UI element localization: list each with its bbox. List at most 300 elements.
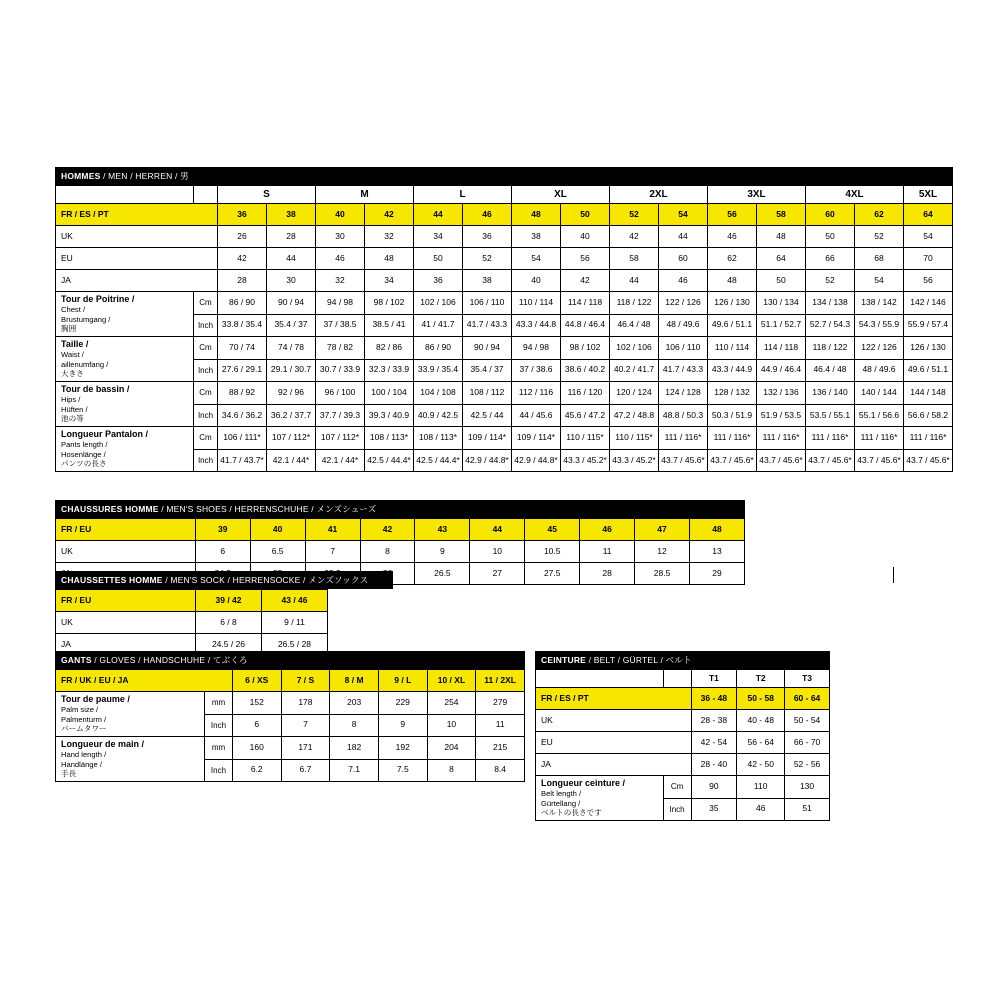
men-cell: 56.6 / 58.2 — [904, 404, 953, 427]
men-cell: 128 / 132 — [708, 382, 757, 405]
men-group-header-spacer-unit — [194, 186, 218, 204]
men-cell: 82 / 86 — [365, 337, 414, 360]
men-cell: 28 — [267, 226, 316, 248]
belt-col-T1: T1 — [691, 670, 737, 688]
belt-row-label: FR / ES / PT — [536, 688, 692, 710]
men-row-label: JA — [56, 270, 218, 292]
men-cell: 40 — [561, 226, 610, 248]
socks-cell: 6 / 8 — [196, 612, 262, 634]
men-cell: 33.8 / 35.4 — [218, 314, 267, 337]
men-cell: 116 / 120 — [561, 382, 610, 405]
men-cell: 124 / 128 — [659, 382, 708, 405]
mens-socks-table-block — [55, 571, 393, 656]
socks-row-label: UK — [56, 612, 196, 634]
men-cell: 50 — [414, 248, 463, 270]
men-cell: 42.9 / 44.8* — [463, 449, 512, 472]
men-cell: 48.8 / 50.3 — [659, 404, 708, 427]
belt-cell: 28 - 38 — [691, 710, 737, 732]
men-unit-inch: Inch — [194, 449, 218, 472]
men-cell: 109 / 114* — [512, 427, 561, 450]
men-cell: 44.8 / 46.4 — [561, 314, 610, 337]
men-cell: 92 / 96 — [267, 382, 316, 405]
men-cell: 43.3 / 44.8 — [512, 314, 561, 337]
men-cell: 122 / 126 — [855, 337, 904, 360]
men-group-L: L — [414, 186, 512, 204]
men-group-XL: XL — [512, 186, 610, 204]
shoes-cell: 26.5 — [415, 563, 470, 585]
men-cell: 111 / 116* — [806, 427, 855, 450]
men-cell: 47.2 / 48.8 — [610, 404, 659, 427]
men-cell: 62 — [708, 248, 757, 270]
belt-measure-sub: Belt length / — [541, 788, 582, 798]
gloves-cell: 8 — [330, 714, 379, 737]
men-cell: 110 / 114 — [512, 292, 561, 315]
men-cell: 50 — [561, 204, 610, 226]
men-cell: 38 — [267, 204, 316, 226]
gloves-cell: 6 / XS — [232, 670, 281, 692]
gloves-cell: 9 — [378, 714, 427, 737]
shoes-cell: 42 — [360, 519, 415, 541]
men-measure-sub: 胸囲 — [61, 324, 77, 334]
men-measure-sub: Waist / — [61, 349, 84, 359]
men-cell: 30 — [316, 226, 365, 248]
shoes-cell: 48 — [690, 519, 745, 541]
men-unit-cm: Cm — [194, 292, 218, 315]
men-measure-sub: Pants length / — [61, 439, 108, 449]
belt-cell: 42 - 54 — [691, 732, 737, 754]
gloves-section-title-translations: / GLOVES / HANDSCHUHE / てぶくろ — [91, 655, 248, 665]
gloves-measure-sub: 手長 — [61, 769, 77, 779]
men-cell: 52.7 / 54.3 — [806, 314, 855, 337]
belt-cell: 56 - 64 — [737, 732, 785, 754]
men-cell: 114 / 118 — [757, 337, 806, 360]
belt-row-label: JA — [536, 754, 692, 776]
men-measure-label-chest — [56, 292, 194, 337]
men-cell: 94 / 98 — [316, 292, 365, 315]
belt-cell: 28 - 40 — [691, 754, 737, 776]
men-cell: 40 — [316, 204, 365, 226]
men-cell: 30.7 / 33.9 — [316, 359, 365, 382]
belt-row-label: UK — [536, 710, 692, 732]
gloves-cell: 10 — [427, 714, 476, 737]
gloves-measure-sub: Palmenturm / — [61, 714, 107, 724]
men-cell: 111 / 116* — [659, 427, 708, 450]
men-cell: 34 — [414, 226, 463, 248]
socks-section-header — [55, 571, 393, 589]
belt-section-title-translations: / BELT / GÜRTEL / ベルト — [586, 655, 692, 665]
men-cell: 130 / 134 — [757, 292, 806, 315]
belt-measure-sub: Gürtellang / — [541, 798, 581, 808]
page-edge-tick-mark — [893, 567, 894, 583]
men-cell: 41.7 / 43.3 — [463, 314, 512, 337]
gloves-unit-mm: mm — [205, 692, 233, 715]
shoes-cell: 13 — [690, 541, 745, 563]
men-group-5XL: 5XL — [904, 186, 953, 204]
gloves-table — [55, 669, 525, 782]
men-group-header-spacer — [56, 186, 194, 204]
belt-section-header — [535, 651, 830, 669]
men-cell: 106 / 110 — [463, 292, 512, 315]
men-measure-sub: 池の等 — [61, 414, 84, 424]
men-cell: 70 / 74 — [218, 337, 267, 360]
men-cell: 134 / 138 — [806, 292, 855, 315]
gloves-section-header — [55, 651, 525, 669]
men-cell: 112 / 116 — [512, 382, 561, 405]
socks-cell: 9 / 11 — [262, 612, 328, 634]
gloves-measure-sub: Palm size / — [61, 704, 99, 714]
men-cell: 42 — [365, 204, 414, 226]
belt-cell: 46 — [737, 798, 785, 821]
men-cell: 37 / 38.5 — [316, 314, 365, 337]
men-cell: 53.5 / 55.1 — [806, 404, 855, 427]
men-cell: 44 — [267, 248, 316, 270]
men-cell: 38.5 / 41 — [365, 314, 414, 337]
men-cell: 108 / 112 — [463, 382, 512, 405]
men-cell: 126 / 130 — [904, 337, 953, 360]
men-cell: 111 / 116* — [904, 427, 953, 450]
gloves-section-title: GANTS — [61, 655, 92, 665]
gloves-cell: 279 — [476, 692, 525, 715]
shoes-cell: 8 — [360, 541, 415, 563]
men-measure-sub: Hüften / — [61, 404, 88, 414]
men-measure-sub: 大きさ — [61, 369, 84, 379]
men-cell: 32 — [316, 270, 365, 292]
men-cell: 60 — [659, 248, 708, 270]
men-cell: 36 — [463, 226, 512, 248]
men-section-title-translations: / MEN / HERREN / 男 — [100, 171, 189, 181]
gloves-cell: 182 — [330, 737, 379, 760]
men-row-ja — [56, 270, 953, 292]
men-measure-name: Longueur Pantalon / — [61, 429, 148, 440]
belt-row-uk — [536, 710, 830, 732]
men-cell: 88 / 92 — [218, 382, 267, 405]
men-cell: 70 — [904, 248, 953, 270]
men-measure-label-hips — [56, 382, 194, 427]
gloves-measure-sub: Hand length / — [61, 749, 107, 759]
men-cell: 42.5 / 44.4* — [414, 449, 463, 472]
shoes-cell: 46 — [580, 519, 635, 541]
shoes-cell: 10 — [470, 541, 525, 563]
men-cell: 43.7 / 45.6* — [757, 449, 806, 472]
shoes-section-header — [55, 500, 745, 518]
men-cell: 102 / 106 — [610, 337, 659, 360]
men-cell: 32.3 / 33.9 — [365, 359, 414, 382]
men-cell: 42 — [218, 248, 267, 270]
gloves-cell: 8.4 — [476, 759, 525, 782]
men-cell: 111 / 116* — [855, 427, 904, 450]
men-measure-sub: aillenumfang / — [61, 359, 109, 369]
gloves-cell: 178 — [281, 692, 330, 715]
men-cell: 60 — [806, 204, 855, 226]
men-cell: 52 — [855, 226, 904, 248]
men-cell: 50 — [757, 270, 806, 292]
gloves-cell: 8 — [427, 759, 476, 782]
men-cell: 29.1 / 30.7 — [267, 359, 316, 382]
belt-cell: 90 — [691, 776, 737, 799]
men-group-S: S — [218, 186, 316, 204]
shoes-section-title-translations: / MEN'S SHOES / HERRENSCHUHE / メンズシューズ — [158, 504, 377, 514]
belt-table-block — [535, 651, 830, 821]
men-cell: 106 / 110 — [659, 337, 708, 360]
men-cell: 42.1 / 44* — [316, 449, 365, 472]
shoes-cell: 39 — [195, 519, 250, 541]
men-cell: 36 — [414, 270, 463, 292]
shoes-cell: 27 — [470, 563, 525, 585]
gloves-measure-hand-mm — [56, 737, 525, 760]
gloves-cell: 7.5 — [378, 759, 427, 782]
men-unit-inch: Inch — [194, 359, 218, 382]
belt-cell: 36 - 48 — [691, 688, 737, 710]
men-cell: 35.4 / 37 — [267, 314, 316, 337]
belt-cell: 66 - 70 — [785, 732, 830, 754]
men-row-label: EU — [56, 248, 218, 270]
gloves-measure-sub: Handlänge / — [61, 759, 102, 769]
men-cell: 44 — [659, 226, 708, 248]
socks-section-title-translations: / MEN'S SOCK / HERRENSOCKE / メンズソックス — [162, 575, 369, 585]
men-cell: 45.6 / 47.2 — [561, 404, 610, 427]
men-cell: 30 — [267, 270, 316, 292]
men-unit-cm: Cm — [194, 382, 218, 405]
men-group-2XL: 2XL — [610, 186, 708, 204]
men-cell: 98 / 102 — [561, 337, 610, 360]
men-row-label: UK — [56, 226, 218, 248]
gloves-cell: 229 — [378, 692, 427, 715]
socks-cell: 26.5 / 28 — [262, 634, 328, 656]
men-cell: 94 / 98 — [512, 337, 561, 360]
men-cell: 41.7 / 43.3 — [659, 359, 708, 382]
gloves-cell: 11 — [476, 714, 525, 737]
men-cell: 36 — [218, 204, 267, 226]
men-cell: 39.3 / 40.9 — [365, 404, 414, 427]
men-cell: 56 — [904, 270, 953, 292]
men-cell: 48 / 49.6 — [659, 314, 708, 337]
gloves-measure-label-palm-size — [56, 692, 205, 737]
shoes-row-uk — [56, 541, 745, 563]
men-measure-pants-cm — [56, 427, 953, 450]
shoes-cell: 43 — [415, 519, 470, 541]
gloves-cell: 204 — [427, 737, 476, 760]
belt-measure-label-belt-length — [536, 776, 664, 821]
men-cell: 48 / 49.6 — [855, 359, 904, 382]
shoes-cell: 28 — [580, 563, 635, 585]
men-measure-sub: Brustumgang / — [61, 314, 111, 324]
men-cell: 107 / 112* — [316, 427, 365, 450]
men-cell: 44.9 / 46.4 — [757, 359, 806, 382]
men-cell: 46 — [316, 248, 365, 270]
gloves-cell: 10 / XL — [427, 670, 476, 692]
shoes-cell: 10.5 — [525, 541, 580, 563]
men-cell: 104 / 108 — [414, 382, 463, 405]
belt-cell: 110 — [737, 776, 785, 799]
men-measure-sub: Hosenlänge / — [61, 449, 106, 459]
men-cell: 46.4 / 48 — [806, 359, 855, 382]
shoes-cell: 45 — [525, 519, 580, 541]
men-cell: 42.5 / 44.4* — [365, 449, 414, 472]
socks-row-label: FR / EU — [56, 590, 196, 612]
men-cell: 43.7 / 45.6* — [904, 449, 953, 472]
socks-cell: 39 / 42 — [196, 590, 262, 612]
men-cell: 96 / 100 — [316, 382, 365, 405]
men-cell: 38 — [463, 270, 512, 292]
men-cell: 43.3 / 44.9 — [708, 359, 757, 382]
socks-cell: 24.5 / 26 — [196, 634, 262, 656]
men-cell: 35.4 / 37 — [463, 359, 512, 382]
men-cell: 49.6 / 51.1 — [708, 314, 757, 337]
men-measure-name: Taille / — [61, 339, 89, 350]
men-cell: 68 — [855, 248, 904, 270]
men-cell: 108 / 113* — [365, 427, 414, 450]
men-cell: 26 — [218, 226, 267, 248]
men-cell: 51.1 / 52.7 — [757, 314, 806, 337]
men-cell: 28 — [218, 270, 267, 292]
men-cell: 74 / 78 — [267, 337, 316, 360]
belt-section-title: CEINTURE — [541, 655, 587, 665]
men-measure-label-pants-length — [56, 427, 194, 472]
gloves-cell: 7 — [281, 714, 330, 737]
men-cell: 40.2 / 41.7 — [610, 359, 659, 382]
men-cell: 43.7 / 45.6* — [708, 449, 757, 472]
gloves-measure-sub: パームタワー — [61, 724, 107, 734]
men-cell: 44 — [414, 204, 463, 226]
men-size-table — [55, 185, 953, 472]
men-group-4XL: 4XL — [806, 186, 904, 204]
belt-unit-inch: Inch — [663, 798, 691, 821]
belt-cell: 50 - 54 — [785, 710, 830, 732]
men-cell: 56 — [561, 248, 610, 270]
men-cell: 54 — [855, 270, 904, 292]
belt-row-ja — [536, 754, 830, 776]
men-cell: 42.1 / 44* — [267, 449, 316, 472]
men-cell: 34 — [365, 270, 414, 292]
men-cell: 64 — [757, 248, 806, 270]
men-cell: 54 — [512, 248, 561, 270]
shoes-row-label: FR / EU — [56, 519, 196, 541]
men-cell: 54 — [904, 226, 953, 248]
men-cell: 90 / 94 — [463, 337, 512, 360]
men-group-3XL: 3XL — [708, 186, 806, 204]
gloves-cell: 6 — [232, 714, 281, 737]
gloves-cell: 8 / M — [330, 670, 379, 692]
men-cell: 78 / 82 — [316, 337, 365, 360]
belt-cell: 50 - 58 — [737, 688, 785, 710]
men-cell: 32 — [365, 226, 414, 248]
shoes-cell: 47 — [635, 519, 690, 541]
socks-row-label: JA — [56, 634, 196, 656]
gloves-cell: 7 / S — [281, 670, 330, 692]
shoes-cell: 29 — [690, 563, 745, 585]
men-cell: 33.9 / 35.4 — [414, 359, 463, 382]
socks-cell: 43 / 46 — [262, 590, 328, 612]
men-cell: 90 / 94 — [267, 292, 316, 315]
belt-cell: 35 — [691, 798, 737, 821]
shoes-cell: 6 — [195, 541, 250, 563]
belt-header-spacer — [536, 670, 664, 688]
belt-cell: 51 — [785, 798, 830, 821]
men-cell: 37 / 38.6 — [512, 359, 561, 382]
gloves-cell: 192 — [378, 737, 427, 760]
men-cell: 40 — [512, 270, 561, 292]
men-cell: 52 — [610, 204, 659, 226]
men-group-header-row — [56, 186, 953, 204]
men-cell: 41 / 41.7 — [414, 314, 463, 337]
belt-row-eu — [536, 732, 830, 754]
men-cell: 44 / 45.6 — [512, 404, 561, 427]
men-cell: 48 — [365, 248, 414, 270]
gloves-unit-inch: Inch — [205, 714, 233, 737]
men-cell: 42.5 / 44 — [463, 404, 512, 427]
men-group-M: M — [316, 186, 414, 204]
men-unit-inch: Inch — [194, 314, 218, 337]
men-cell: 42.9 / 44.8* — [512, 449, 561, 472]
men-cell: 64 — [904, 204, 953, 226]
men-section-header — [55, 167, 953, 185]
gloves-cell: 152 — [232, 692, 281, 715]
men-measure-sub: パンツの長さ — [61, 459, 107, 469]
men-cell: 55.1 / 56.6 — [855, 404, 904, 427]
men-cell: 144 / 148 — [904, 382, 953, 405]
men-cell: 114 / 118 — [561, 292, 610, 315]
men-cell: 110 / 115* — [561, 427, 610, 450]
men-cell: 58 — [610, 248, 659, 270]
socks-row-uk — [56, 612, 328, 634]
belt-cell: 130 — [785, 776, 830, 799]
men-cell: 62 — [855, 204, 904, 226]
men-cell: 118 / 122 — [610, 292, 659, 315]
belt-measure-name: Longueur ceinture / — [541, 778, 626, 788]
men-cell: 58 — [757, 204, 806, 226]
gloves-cell: 203 — [330, 692, 379, 715]
shoes-cell: 27.5 — [525, 563, 580, 585]
men-cell: 46 — [659, 270, 708, 292]
men-cell: 52 — [806, 270, 855, 292]
men-cell: 138 / 142 — [855, 292, 904, 315]
shoes-cell: 6.5 — [250, 541, 305, 563]
men-cell: 111 / 116* — [757, 427, 806, 450]
men-cell: 50 — [806, 226, 855, 248]
shoes-cell: 41 — [305, 519, 360, 541]
gloves-measure-name: Longueur de main / — [61, 739, 145, 750]
shoes-cell: 44 — [470, 519, 525, 541]
men-cell: 108 / 113* — [414, 427, 463, 450]
men-section-title: HOMMES — [61, 171, 101, 181]
socks-section-title: CHAUSSETTES HOMME — [61, 575, 163, 585]
shoes-cell: 40 — [250, 519, 305, 541]
men-cell: 110 / 114 — [708, 337, 757, 360]
shoes-cell: 28.5 — [635, 563, 690, 585]
men-cell: 37.7 / 39.3 — [316, 404, 365, 427]
belt-unit-cm: Cm — [663, 776, 691, 799]
men-cell: 43.3 / 45.2* — [561, 449, 610, 472]
gloves-cell: 215 — [476, 737, 525, 760]
men-measure-sub: Chest / — [61, 304, 86, 314]
men-cell: 48 — [757, 226, 806, 248]
belt-cell: 52 - 56 — [785, 754, 830, 776]
men-row-uk — [56, 226, 953, 248]
men-measure-label-waist — [56, 337, 194, 382]
men-cell: 48 — [512, 204, 561, 226]
men-cell: 107 / 112* — [267, 427, 316, 450]
shoes-cell: 7 — [305, 541, 360, 563]
men-cell: 42 — [561, 270, 610, 292]
shoes-cell: 9 — [415, 541, 470, 563]
belt-table — [535, 669, 830, 821]
gloves-table-block — [55, 651, 525, 782]
men-cell: 52 — [463, 248, 512, 270]
men-cell: 46 — [708, 226, 757, 248]
belt-row-label: EU — [536, 732, 692, 754]
men-cell: 132 / 136 — [757, 382, 806, 405]
men-cell: 48 — [708, 270, 757, 292]
